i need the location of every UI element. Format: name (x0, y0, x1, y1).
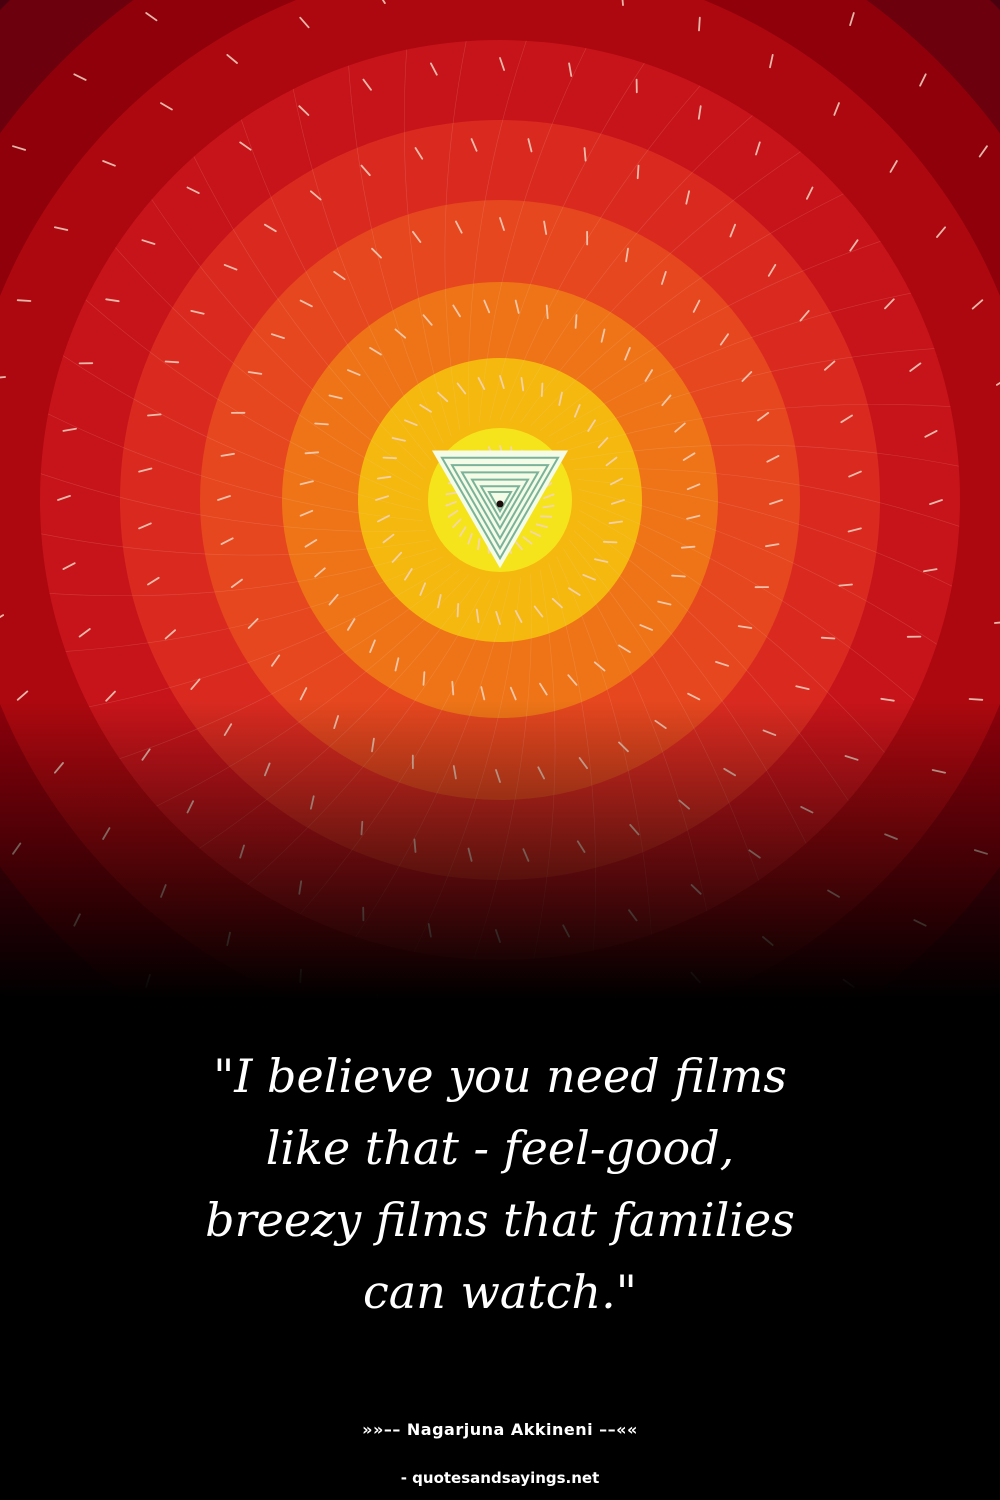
tick-mark (576, 315, 577, 328)
tick-mark (0, 377, 5, 378)
tick-mark (424, 672, 425, 685)
quote-line: breezy films that families (205, 1193, 795, 1247)
tick-mark (315, 424, 328, 425)
quote-text (120, 1040, 880, 1328)
tick-mark (585, 148, 586, 161)
tick-mark (18, 300, 31, 301)
tick-mark (622, 0, 623, 5)
tick-mark (638, 166, 639, 179)
tick-mark (839, 585, 852, 586)
tick-mark (148, 414, 161, 415)
tick-mark (970, 699, 983, 700)
tick-mark (995, 622, 1000, 623)
source-label: - quotesandsayings.net (400, 1469, 600, 1487)
quote-line: like that - feel-good, (265, 1121, 735, 1175)
tick-mark (699, 18, 700, 31)
quote-line: can watch." (363, 1265, 637, 1319)
tick-mark (822, 638, 835, 639)
bottom-fade-overlay (0, 700, 1000, 1000)
tick-mark (672, 576, 685, 577)
tick-mark (166, 362, 179, 363)
quote-author: »»–– Nagarjuna Akkineni ––«« (362, 1420, 638, 1439)
center-dot (497, 501, 504, 508)
quote-line: "I believe you need films (213, 1049, 787, 1103)
